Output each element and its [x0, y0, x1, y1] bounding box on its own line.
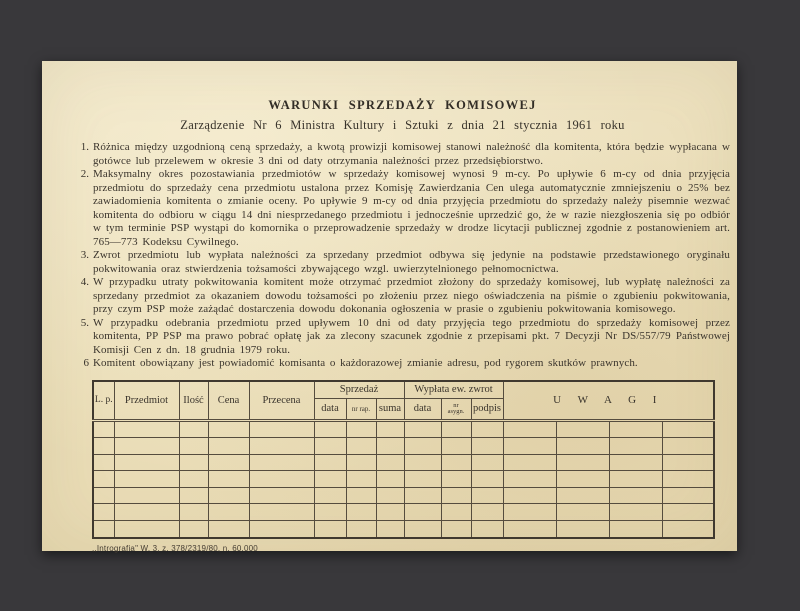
term-text: Maksymalny okres pozostawiania przedmiotów w sprzedaży komisowej wynosi 9 m-cy. Po upływie 6 m-cy od dnia przyjęcia przedmiotu do sprzedaży cena przedmiotu ustalona przez Komisję Zawierdzania Cen ulega automatycznie zmniejszeniu o 25% bez zawiadomienia komitenta o zmianie oceny. Po upływie 9 m-cy od dnia przyjęcia przedmiotu do sprzedaży należy pisemnie wezwać komitenta do odbioru w ciągu 14 dni niesprzedanego przedmiotu i jednocześnie uprzedzić go, że w razie niezgłoszenia się po odbiór w tym terminie PSP wystąpi do komornika o przeprowadzenie sprzedaży w drodze licytacji publicznej zgodnie z postanowieniem art. 765—773 Kodeksu Cywilnego. — [93, 168, 730, 248]
table-cell — [609, 504, 662, 521]
table-cell — [346, 487, 376, 504]
table-cell — [179, 438, 208, 455]
print-imprint: ,,Intrografia" W. 3, z. 378/2319/80, n. 60.000 — [92, 543, 258, 553]
table-cell — [249, 521, 314, 538]
col-header-przecena: Przecena — [249, 381, 314, 421]
table-row — [93, 487, 714, 504]
term-item — [75, 276, 730, 317]
term-number: 4. — [80, 276, 89, 288]
table-cell — [556, 521, 609, 538]
table-cell — [114, 420, 179, 438]
table-cell — [471, 471, 503, 488]
col-header-uwagi: U W A G I — [503, 381, 714, 421]
table-cell — [179, 521, 208, 538]
table-header-row-groups — [93, 381, 714, 399]
table-row — [93, 521, 714, 538]
table-cell — [556, 471, 609, 488]
col-header-wyplata-data: data — [404, 398, 441, 420]
table-cell — [556, 454, 609, 471]
table-cell — [314, 471, 346, 488]
table-cell — [346, 454, 376, 471]
table-cell — [662, 438, 714, 455]
table-cell — [114, 471, 179, 488]
table-cell — [503, 504, 556, 521]
table-cell — [609, 438, 662, 455]
table-cell — [609, 420, 662, 438]
table-cell — [609, 487, 662, 504]
table-cell — [208, 454, 249, 471]
term-item — [75, 249, 730, 276]
table-cell — [376, 438, 404, 455]
table-cell — [441, 454, 471, 471]
table-cell — [441, 504, 471, 521]
table-cell — [441, 471, 471, 488]
table-cell — [404, 487, 441, 504]
table-cell — [471, 454, 503, 471]
table-cell — [314, 521, 346, 538]
table-cell — [404, 420, 441, 438]
table-cell — [376, 454, 404, 471]
table-cell — [662, 471, 714, 488]
table-cell — [556, 420, 609, 438]
table-cell — [249, 454, 314, 471]
document-page — [42, 61, 737, 551]
table-row — [93, 420, 714, 438]
table-cell — [662, 487, 714, 504]
col-header-cena: Cena — [208, 381, 249, 421]
table-body — [93, 420, 714, 538]
term-item — [75, 168, 730, 249]
table-cell — [346, 521, 376, 538]
table-cell — [441, 521, 471, 538]
col-group-sprzedaz: Sprzedaż — [314, 381, 404, 399]
table-cell — [471, 521, 503, 538]
term-number: 3. — [80, 249, 89, 261]
document-subtitle: Zarządzenie Nr 6 Ministra Kultury i Sztuki z dnia 21 stycznia 1961 roku — [180, 118, 625, 132]
table-cell — [114, 454, 179, 471]
table-cell — [114, 438, 179, 455]
table-cell — [662, 420, 714, 438]
term-text: W przypadku utraty pokwitowania komitent może otrzymać przedmiot złożony do sprzedaży komisowej, lub wypłatę należności za sprzedany przedmiot za okazaniem dowodu tożsamości po złożeniu przez niego oświadczenia na piśmie o zgubieniu pokwitowania, przy czym PSP może zażądać dostarczenia dowodu dokonania ogłoszenia w prasie o zgubieniu pokwitowania komisowego. — [93, 276, 730, 315]
term-number: 6 — [83, 357, 89, 369]
table-cell — [93, 454, 114, 471]
col-header-wyplata-nr-asygn: nr asygn. — [441, 398, 471, 420]
col-header-sprzedaz-data: data — [314, 398, 346, 420]
table-cell — [314, 420, 346, 438]
commission-table — [92, 380, 715, 539]
commission-table-wrap — [92, 380, 730, 539]
table-cell — [208, 471, 249, 488]
table-cell — [376, 471, 404, 488]
table-cell — [346, 438, 376, 455]
term-text: W przypadku odebrania przedmiotu przed upływem 10 dni od daty przyjęcia tego przedmiotu do sprzedaży komisowej przez komitenta, PP PSP ma prawo pobrać opłatę jak za zlecony szacunek zgodnie z przepisami pkt. 7 Decyzji Nr DS/557/79 Państwowej Komisji Cen z dn. 18 grudnia 1979 roku. — [93, 316, 730, 356]
term-text: Komitent obowiązany jest powiadomić komisanta o każdorazowej zmianie adresu, pod rygorem skutków prawnych. — [93, 357, 638, 369]
table-cell — [503, 438, 556, 455]
col-group-wyplata-ew-zwrot: Wypłata ew. zwrot — [404, 381, 503, 399]
table-cell — [471, 420, 503, 438]
table-cell — [441, 438, 471, 455]
table-cell — [93, 487, 114, 504]
terms-list — [75, 141, 730, 371]
table-cell — [346, 504, 376, 521]
table-cell — [376, 420, 404, 438]
document-content — [42, 61, 737, 551]
table-cell — [376, 487, 404, 504]
table-cell — [179, 454, 208, 471]
table-cell — [662, 504, 714, 521]
table-row — [93, 454, 714, 471]
col-header-wyplata-podpis: podpis — [471, 398, 503, 420]
term-number: 2. — [80, 168, 89, 180]
table-cell — [208, 521, 249, 538]
term-number: 1. — [80, 141, 89, 153]
col-header-ilosc: Ilość — [179, 381, 208, 421]
table-cell — [208, 420, 249, 438]
table-cell — [609, 521, 662, 538]
table-cell — [556, 438, 609, 455]
table-cell — [208, 487, 249, 504]
table-cell — [376, 504, 404, 521]
table-cell — [662, 454, 714, 471]
table-row — [93, 471, 714, 488]
term-number: 5. — [80, 316, 89, 329]
table-cell — [556, 504, 609, 521]
table-cell — [93, 504, 114, 521]
table-cell — [93, 438, 114, 455]
table-cell — [93, 521, 114, 538]
table-cell — [556, 487, 609, 504]
table-cell — [314, 504, 346, 521]
table-cell — [179, 487, 208, 504]
table-cell — [249, 504, 314, 521]
col-header-przedmiot: Przedmiot — [114, 381, 179, 421]
table-cell — [503, 471, 556, 488]
col-header-lp: L. p. — [93, 381, 114, 421]
table-cell — [441, 420, 471, 438]
term-item — [75, 357, 730, 371]
table-cell — [93, 420, 114, 438]
col-header-sprzedaz-nr-rap: nr rap. — [346, 398, 376, 420]
table-cell — [503, 420, 556, 438]
term-item — [75, 141, 730, 168]
col-header-sprzedaz-suma: suma — [376, 398, 404, 420]
table-cell — [208, 504, 249, 521]
table-cell — [609, 454, 662, 471]
table-cell — [93, 471, 114, 488]
table-cell — [179, 504, 208, 521]
table-cell — [114, 521, 179, 538]
table-cell — [179, 420, 208, 438]
table-cell — [404, 454, 441, 471]
table-cell — [609, 471, 662, 488]
table-cell — [376, 521, 404, 538]
table-cell — [249, 420, 314, 438]
table-cell — [208, 438, 249, 455]
table-cell — [346, 420, 376, 438]
table-cell — [314, 454, 346, 471]
table-row — [93, 438, 714, 455]
table-cell — [249, 471, 314, 488]
table-cell — [404, 438, 441, 455]
table-cell — [179, 471, 208, 488]
term-item — [75, 317, 730, 358]
table-cell — [441, 487, 471, 504]
table-cell — [471, 438, 503, 455]
term-text: Zwrot przedmiotu lub wypłata należności za sprzedany przedmiot odbywa się jedynie na podstawie przedstawionego oryginału pokwitowania oraz stwierdzenia tożsamości zbywającego wzgl. uwierzytelnionego pełnomocnictwa. — [93, 249, 730, 275]
table-cell — [404, 504, 441, 521]
table-cell — [404, 471, 441, 488]
table-cell — [114, 504, 179, 521]
table-cell — [503, 454, 556, 471]
table-cell — [503, 521, 556, 538]
table-cell — [471, 504, 503, 521]
table-cell — [404, 521, 441, 538]
table-cell — [471, 487, 503, 504]
table-cell — [314, 487, 346, 504]
table-cell — [503, 487, 556, 504]
table-cell — [314, 438, 346, 455]
table-cell — [114, 487, 179, 504]
table-cell — [249, 438, 314, 455]
term-text: Różnica między uzgodnioną ceną sprzedaży, a kwotą prowizji komisowej stanowi należność dla komitenta, która będzie wypłacana w gotówce lub przelewem w okresie 3 dni od daty otrzymania należności przez przedsiębiorstwo. — [93, 141, 730, 167]
table-cell — [346, 471, 376, 488]
table-cell — [662, 521, 714, 538]
table-row — [93, 504, 714, 521]
document-title: WARUNKI SPRZEDAŻY KOMISOWEJ — [268, 98, 537, 112]
table-cell — [249, 487, 314, 504]
